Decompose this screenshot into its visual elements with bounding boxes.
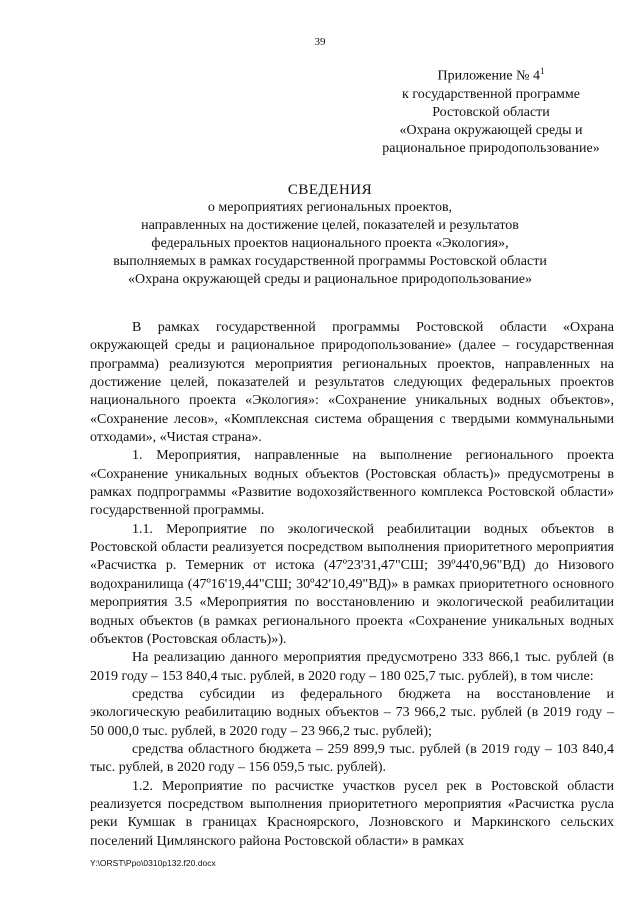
appendix-header xyxy=(356,62,626,158)
appendix-line-4: «Охрана окружающей среды и xyxy=(399,122,583,138)
paragraph: средства областного бюджета – 259 899,9 тыс. рублей (в 2019 году – 103 840,4 тыс. рублей, в 2020 году – 156 059,5 тыс. рублей). xyxy=(90,741,614,776)
appendix-line-5: рациональное природопользование» xyxy=(382,140,600,156)
file-path-footer: Y:\ORST\Ppo\0310p132.f20.docx xyxy=(90,858,216,868)
appendix-line-2: к государственной программе xyxy=(402,86,580,102)
paragraph: 1.1. Мероприятие по экологической реабилитации водных объектов в Ростовской области реализуется посредством выполнения приоритетного мероприятия «Расчистка р. Темерник от истока (47º23'31,47"СШ; 39º44'0,96"ВД) до Низового водохранилища (47º16'19,44"СШ; 30º42'10,49"ВД)» в рамках приоритетного основного мероприятия 3.5 «Мероприятия по восстановлению и экологической реабилитации водных объектов (в рамках регионального проекта «Сохранение уникальных водных объектов (Ростовская область)»). xyxy=(90,521,614,647)
paragraph: 1.2. Мероприятие по расчистке участков русел рек в Ростовской области реализуется посредством выполнения приоритетного мероприятия «Расчистка русла реки Кумшак в границах Красноярского, Лозновского и Маркинского сельских поселений Цимлянского района Ростовской области» в рамках xyxy=(90,778,614,849)
title-heading: СВЕДЕНИЯ xyxy=(287,182,373,198)
paragraph: На реализацию данного мероприятия предусмотрено 333 866,1 тыс. рублей (в 2019 году – 153 840,4 тыс. рублей, в 2020 году – 180 025,7 тыс. рублей), в том числе: xyxy=(90,650,614,684)
title-line-2: направленных на достижение целей, показателей и результатов xyxy=(141,218,519,233)
document-title xyxy=(80,181,580,289)
appendix-line-1 xyxy=(356,62,626,86)
title-line-3: федеральных проектов национального проекта «Экология», xyxy=(151,236,509,251)
title-line-5: «Охрана окружающей среды и рациональное природопользование» xyxy=(127,272,532,287)
title-line-4: выполняемых в рамках государственной программы Ростовской области xyxy=(113,254,547,269)
paragraph: В рамках государственной программы Ростовской области «Охрана окружающей среды и рациональное природопользование» (далее – государственная программа) реализуются мероприятия региональных проектов, направленных на достижение целей, показателей и результатов следующих федеральных проектов национального проекта «Экология»: «Сохранение уникальных водных объектов», «Сохранение лесов», «Комплексная система обращения с твердыми коммунальными отходами», «Чистая страна». xyxy=(90,320,614,446)
page-number: 39 xyxy=(314,36,326,48)
paragraph: средства субсидии из федерального бюджета на восстановление и экологическую реабилитацию водных объектов – 73 966,2 тыс. рублей (в 2019 году – 50 000,0 тыс. рублей, в 2020 году – 23 966,2 тыс. рублей); xyxy=(90,686,614,739)
body-text xyxy=(90,319,614,851)
appendix-line-3: Ростовской области xyxy=(432,104,550,120)
appendix-number: Приложение № 4 xyxy=(437,68,540,84)
paragraph: 1. Мероприятия, направленные на выполнение регионального проекта «Сохранение уникальных водных объектов (Ростовская область)» предусмотрены в рамках подпрограммы «Развитие водохозяйственного комплекса Ростовской области» государственной программы. xyxy=(90,448,614,519)
appendix-superscript: 1 xyxy=(540,66,545,76)
title-line-1: о мероприятиях региональных проектов, xyxy=(207,200,453,215)
